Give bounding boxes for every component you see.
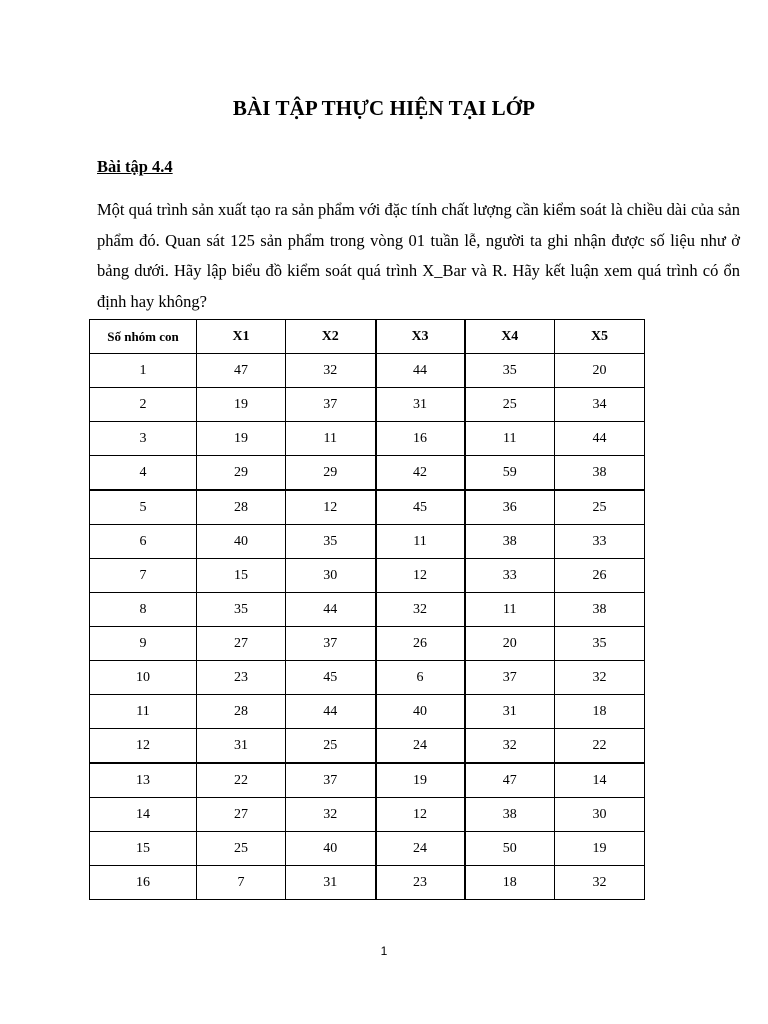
table-cell-value: 31 — [376, 388, 465, 422]
table-cell-value: 40 — [286, 832, 376, 866]
table-cell-value: 47 — [465, 763, 555, 798]
table-cell-value: 11 — [286, 422, 376, 456]
table-cell-value: 59 — [465, 456, 555, 491]
table-cell-value: 31 — [286, 866, 376, 900]
table-cell-value: 44 — [555, 422, 645, 456]
table-cell-value: 6 — [376, 661, 465, 695]
table-cell-value: 40 — [376, 695, 465, 729]
table-cell-value: 28 — [197, 490, 286, 525]
header-cell-x2: X2 — [286, 320, 376, 354]
table-cell-value: 44 — [286, 593, 376, 627]
table-cell-value: 16 — [376, 422, 465, 456]
table-cell-value: 40 — [197, 525, 286, 559]
page-title: BÀI TẬP THỰC HIỆN TẠI LỚP — [232, 96, 536, 120]
table-cell-value: 32 — [286, 798, 376, 832]
table-cell-subgroup: 7 — [90, 559, 197, 593]
table-cell-value: 37 — [286, 763, 376, 798]
table-row — [90, 832, 645, 866]
table-cell-value: 38 — [555, 456, 645, 491]
table-cell-value: 37 — [286, 388, 376, 422]
table-cell-value: 42 — [376, 456, 465, 491]
table-row — [90, 763, 645, 798]
table-cell-value: 50 — [465, 832, 555, 866]
table-cell-value: 22 — [555, 729, 645, 764]
header-cell-x5: X5 — [555, 320, 645, 354]
table-cell-value: 32 — [286, 354, 376, 388]
table-row — [90, 388, 645, 422]
header-cell-x3: X3 — [376, 320, 465, 354]
table-cell-subgroup: 5 — [90, 490, 197, 525]
table-cell-value: 44 — [286, 695, 376, 729]
table-cell-value: 20 — [555, 354, 645, 388]
table-cell-value: 20 — [465, 627, 555, 661]
table-cell-value: 47 — [197, 354, 286, 388]
header-cell-x1: X1 — [197, 320, 286, 354]
table-cell-value: 12 — [376, 798, 465, 832]
table-cell-subgroup: 9 — [90, 627, 197, 661]
table-cell-value: 15 — [197, 559, 286, 593]
header-cell-x4: X4 — [465, 320, 555, 354]
table-cell-value: 11 — [465, 422, 555, 456]
table-row — [90, 798, 645, 832]
table-cell-value: 38 — [465, 798, 555, 832]
header-cell-subgroup: Số nhóm con — [90, 320, 197, 354]
table-cell-subgroup: 6 — [90, 525, 197, 559]
table-cell-value: 25 — [465, 388, 555, 422]
table-cell-value: 12 — [286, 490, 376, 525]
table-cell-value: 29 — [197, 456, 286, 491]
table-body — [90, 354, 645, 900]
table-cell-subgroup: 2 — [90, 388, 197, 422]
table-cell-value: 22 — [197, 763, 286, 798]
table-row — [90, 627, 645, 661]
table-cell-value: 26 — [376, 627, 465, 661]
table-row — [90, 354, 645, 388]
table-cell-value: 19 — [555, 832, 645, 866]
table-cell-subgroup: 8 — [90, 593, 197, 627]
table-cell-subgroup: 3 — [90, 422, 197, 456]
table-cell-value: 12 — [376, 559, 465, 593]
table-cell-value: 34 — [555, 388, 645, 422]
table-cell-value: 44 — [376, 354, 465, 388]
table-cell-subgroup: 10 — [90, 661, 197, 695]
table-cell-value: 23 — [197, 661, 286, 695]
table-cell-value: 18 — [555, 695, 645, 729]
table-cell-value: 28 — [197, 695, 286, 729]
table-cell-value: 26 — [555, 559, 645, 593]
table-cell-value: 33 — [555, 525, 645, 559]
table-cell-value: 14 — [555, 763, 645, 798]
table-cell-value: 35 — [286, 525, 376, 559]
table-cell-value: 35 — [465, 354, 555, 388]
table-header-row — [90, 320, 645, 354]
table-cell-value: 30 — [286, 559, 376, 593]
table-row — [90, 661, 645, 695]
table-cell-value: 29 — [286, 456, 376, 491]
table-cell-subgroup: 11 — [90, 695, 197, 729]
table-cell-value: 23 — [376, 866, 465, 900]
table-cell-value: 31 — [465, 695, 555, 729]
table-cell-value: 19 — [376, 763, 465, 798]
table-row — [90, 866, 645, 900]
problem-statement: Một quá trình sản xuất tạo ra sản phẩm với đặc tính chất lượng cần kiểm soát là chiều dài của sản phẩm đó. Quan sát 125 sản phẩm trong vòng 01 tuần lễ, người ta ghi nhận được số liệu như ở bảng dưới. Hãy lập biểu đồ kiểm soát quá trình X_Bar và R. Hãy kết luận xem quá trình có ổn định hay không? — [97, 200, 740, 311]
table-cell-value: 19 — [197, 388, 286, 422]
table-cell-value: 27 — [197, 798, 286, 832]
table-cell-value: 24 — [376, 832, 465, 866]
table-row — [90, 593, 645, 627]
table-cell-value: 37 — [465, 661, 555, 695]
table-cell-value: 32 — [465, 729, 555, 764]
table-cell-value: 33 — [465, 559, 555, 593]
table-cell-value: 31 — [197, 729, 286, 764]
table-row — [90, 559, 645, 593]
table-cell-value: 45 — [286, 661, 376, 695]
table-cell-value: 37 — [286, 627, 376, 661]
table-cell-value: 24 — [376, 729, 465, 764]
table-cell-value: 35 — [555, 627, 645, 661]
data-table — [89, 319, 645, 900]
table-cell-value: 27 — [197, 627, 286, 661]
table-row — [90, 729, 645, 764]
table-cell-value: 19 — [197, 422, 286, 456]
table-row — [90, 456, 645, 491]
table-cell-subgroup: 13 — [90, 763, 197, 798]
table-cell-subgroup: 12 — [90, 729, 197, 764]
table-cell-value: 25 — [286, 729, 376, 764]
table-cell-value: 25 — [555, 490, 645, 525]
table-cell-value: 30 — [555, 798, 645, 832]
table-cell-value: 11 — [465, 593, 555, 627]
exercise-label: Bài tập 4.4 — [97, 157, 173, 176]
table-cell-subgroup: 16 — [90, 866, 197, 900]
table-cell-subgroup: 14 — [90, 798, 197, 832]
page-number: 1 — [380, 944, 388, 958]
table-cell-value: 36 — [465, 490, 555, 525]
table-cell-value: 32 — [376, 593, 465, 627]
table-cell-value: 7 — [197, 866, 286, 900]
table-row — [90, 695, 645, 729]
table-row — [90, 422, 645, 456]
table-cell-value: 32 — [555, 866, 645, 900]
table-cell-value: 35 — [197, 593, 286, 627]
table-cell-value: 45 — [376, 490, 465, 525]
table-cell-subgroup: 1 — [90, 354, 197, 388]
table-cell-value: 32 — [555, 661, 645, 695]
table-cell-value: 38 — [465, 525, 555, 559]
table-cell-value: 11 — [376, 525, 465, 559]
table-row — [90, 490, 645, 525]
table-row — [90, 525, 645, 559]
table-cell-value: 25 — [197, 832, 286, 866]
table-cell-value: 38 — [555, 593, 645, 627]
table-cell-subgroup: 4 — [90, 456, 197, 491]
table-cell-value: 18 — [465, 866, 555, 900]
table-cell-subgroup: 15 — [90, 832, 197, 866]
